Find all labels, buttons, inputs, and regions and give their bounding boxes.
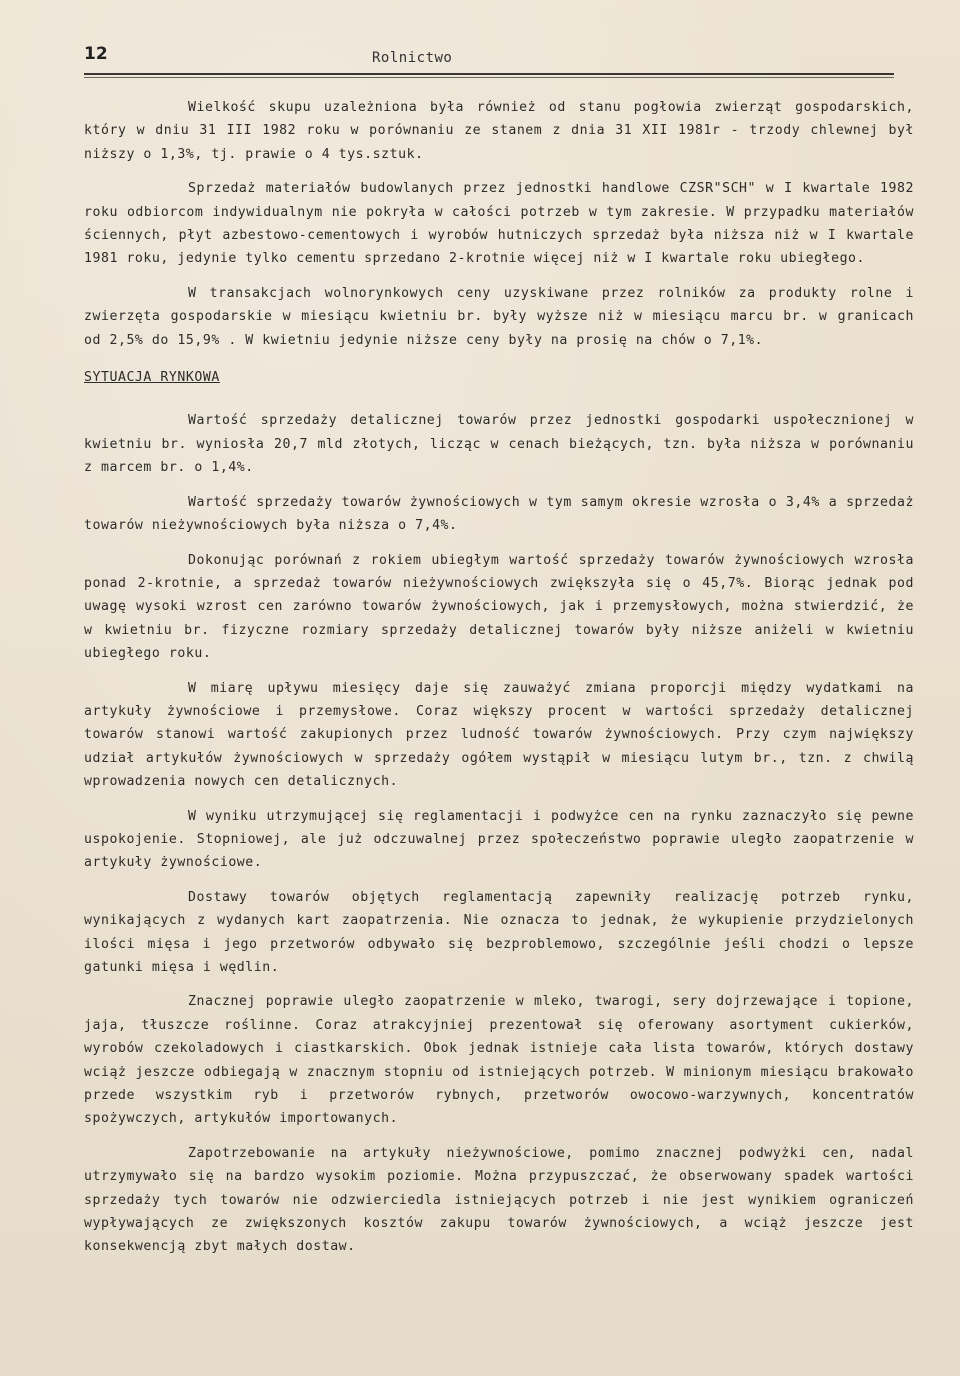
body-text [84,96,914,1270]
paragraph-retail-value: Wartość sprzedaży detalicznej towarów przez jednostki gospodarki uspołecznionej w kwietniu br. wyniosła 20,7 mld złotych, licząc w cenach bieżących, tzn. była niższa w porównaniu z marcem br. o 1,4%. [84,413,914,476]
paragraph-free-market-prices: W transakcjach wolnorynkowych ceny uzyskiwane przez rolników za produkty rolne i zwierzęta gospodarskie w miesiącu kwietniu br. były wyższe niż w miesiącu marcu br. w granicach od 2,5% do 15,9% . W kwietniu jedynie niższe ceny były na prosię na chów o 7,1%. [84,285,914,348]
paragraph-building-materials: Sprzedaż materiałów budowlanych przez jednostki handlowe CZSR"SCH" w I kwartale 1982 roku odbiorcom indywidualnym nie pokryła w całości potrzeb w tym zakresie. W przypadku materiałów ściennych, płyt azbestowo-cementowych i wyrobów hutniczych sprzedaż była niższa niż w I kwartale 1981 roku, jedynie tylko cementu sprzedano 2-krotnie więcej niż w I kwartale roku ubiegłego. [84,181,914,267]
running-header: Rolnictwo [372,50,453,66]
page-number: 12 [84,44,108,64]
paragraph-spending-proportions: W miarę upływu miesięcy daje się zauważyć zmiana proporcji między wydatkami na artykuły żywnościowe i przemysłowe. Coraz większy procent w wartości sprzedaży detalicznej towarów stanowi wartość zakupionych przez ludność towarów żywnościowych. Przy czym największy udział artykułów żywnościowych w sprzedaży ogółem wystąpił w miesiącu lutym br., tzn. z chwilą wprowadzenia nowych cen detalicznych. [84,680,914,790]
paragraph-nonfood-demand: Zapotrzebowanie na artykuły nieżywnościowe, pomimo znacznej podwyżki cen, nadal utrzymywało się na bardzo wysokim poziomie. Można przypuszczać, że obserwowany spadek wartości sprzedaży tych towarów nie odzwierciedla istniejących potrzeb i nie jest wynikiem ograniczeń wypływających ze zwiększonych kosztów zakupu towarów żywnościowych, a wciąż jeszcze jest konsekwencją zbyt małych dostaw. [84,1145,914,1255]
paragraph-rationing: W wyniku utrzymującej się reglamentacji i podwyżce cen na rynku zaznaczyło się pewne uspokojenie. Stopniowej, ale już odczuwalnej przez społeczeństwo poprawie uległo zaopatrzenie w artykuły żywnościowe. [84,808,914,871]
header-rule-thin [84,77,894,78]
header-rule [84,73,894,75]
paragraph-food-sales: Wartość sprzedaży towarów żywnościowych w tym samym okresie wzrosła o 3,4% a sprzedaż towarów nieżywnościowych była niższa o 7,4%. [84,494,914,534]
paragraph-year-comparison: Dokonując porównań z rokiem ubiegłym wartość sprzedaży towarów żywnościowych wzrosła ponad 2-krotnie, a sprzedaż towarów nieżywnościowych zwiększyła się o 45,7%. Biorąc jednak pod uwagę wysoki wzrost cen zarówno towarów żywnościowych, jak i przemysłowych, można stwierdzić, że w kwietniu br. fizyczne rozmiary sprzedaży detalicznej towarów były niższe aniżeli w kwietniu ubiegłego roku. [84,552,914,662]
paragraph-deliveries: Dostawy towarów objętych reglamentacją zapewniły realizację potrzeb rynku, wynikających z wydanych kart zaopatrzenia. Nie oznacza to jednak, że wykupienie przydzielonych ilości mięsa i jego przetworów odbywało się bezproblemowo, szczególnie jeśli chodzi o lepsze gatunki mięsa i wędlin. [84,889,914,975]
paragraph-supply-improvement: Znacznej poprawie uległo zaopatrzenie w mleko, twarogi, sery dojrzewające i topione, jaja, tłuszcze roślinne. Coraz atrakcyjniej prezentował się oferowany asortyment cukierków, wyrobów czekoladowych i ciastkarskich. Obok jednak istnieje cała lista towarów, których dostawy wciąż jeszcze odbiegają w znacznym stopniu od istniejących potrzeb. W minionym miesiącu brakowało przede wszystkim ryb i przetworów rybnych, przetworów owocowo-warzywnych, koncentratów spożywczych, artykułów importowanych. [84,994,914,1127]
section-heading: SYTUACJA RYNKOWA [84,370,220,386]
paragraph-livestock: Wielkość skupu uzależniona była również od stanu pogłowia zwierząt gospodarskich, który w dniu 31 III 1982 roku w porównaniu ze stanem z dnia 31 XII 1981r - trzody chlewnej był niższy o 1,3%, tj. prawie o 4 tys.sztuk. [84,100,914,162]
